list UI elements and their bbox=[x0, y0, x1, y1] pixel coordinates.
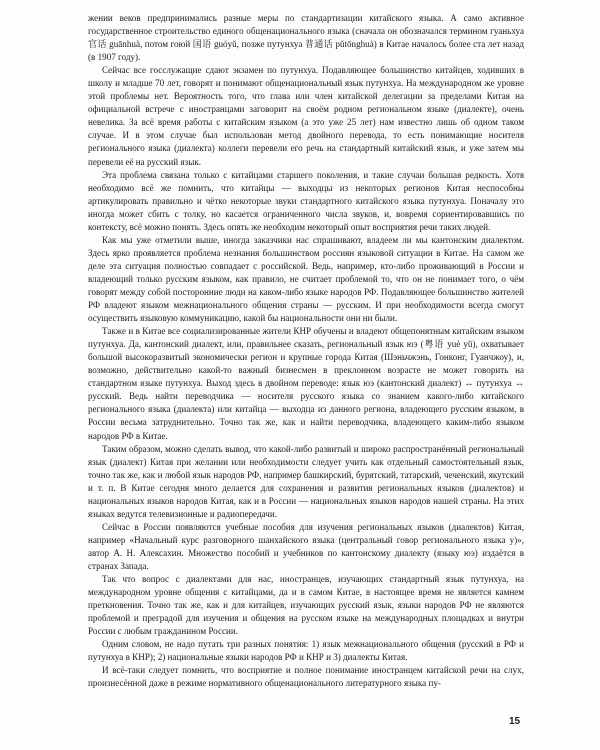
paragraph-7: Сейчас в России появляются учебные пособия для изучения региональных языков (диалектов) Китая, например «Начальный курс разговорного шанхайского языка (центральный говор регионального языка у)», автор А. Н. Алексахин. Множество пособий и учебников по кантонскому диалекту (языку юэ) издаётся в странах Запада. bbox=[88, 521, 524, 571]
paragraph-3: Эта проблема связана только с китайцами старшего поколения, и такие случаи большая редкость. Хотя необходимо всё же помнить, что китайцы — выходцы из некоторых регионов Китая неспособны артикулировать правильно и чётко некоторые звуки стандартного китайского языка путунхуа. Поначалу это иногда может сбить с толку, но касается ограниченного числа звуков, и, вовремя сориентировавшись по контексту, всё можно понять. Здесь опять же необходим некоторый опыт восприятия речи таких людей. bbox=[88, 169, 524, 232]
paragraph-6: Таким образом, можно сделать вывод, что какой-либо развитый и широко распространённый региональный язык (диалект) Китая при желании или необходимости следует учить как отдельный самостоятельный язык, точно так же, как и любой язык народов РФ, например башкирский, бурятский, татарский, чеченский, якутский и т. п. В Китае сегодня много делается для сохранения и развития региональных языков (диалектов) и национальных языков народов Китая, как и в России — национальных языков народов нашей страны. На этих языках ведутся телевизионные и радиопередачи. bbox=[88, 443, 524, 519]
paragraph-8: Так что вопрос с диалектами для нас, иностранцев, изучающих стандартный язык путунхуа, на международном уровне общения с китайцами, да и в самом Китае, в настоящее время не является камнем преткновения. Точно так же, как и для китайцев, изучающих русский язык, языки народов РФ не являются проблемой и преградой для изучения и общения на русском языке на международных площадках и внутри России с любым гражданином России. bbox=[88, 574, 524, 637]
page-number: 15 bbox=[509, 716, 521, 727]
paragraph-1: жении веков предпринимались разные меры по стандартизации китайского языка. А само активное государственное строительство единого общенационального языка (сначала он обозначался термином гуаньхуа 官话 guānhuà, потом гоюй 国语 guóyǔ, позже путунхуа 普通话 pǔtōnghuà) в Китае началось более ста лет назад (в 1907 году). bbox=[88, 13, 524, 63]
paragraph-10: И всё-таки следует помнить, что восприятие и полное понимание иностранцем китайской речи на слух, произнесённой даже в режиме нормативного общенационального литературного языка пу- bbox=[88, 665, 524, 689]
body-text bbox=[88, 12, 524, 690]
paragraph-2: Сейчас все госслужащие сдают экзамен по путунхуа. Подавляющее большинство китайцев, ходивших в школу и младше 70 лет, говорят и понимают общенациональный язык путунхуа. На международном же уровне этой проблемы нет. Вероятность того, что глава или член китайской делегации за пределами Китая на официальной встрече с иностранцами заговорит на своём родном региональном языке (диалекте), очень невелика. За всё время работы с китайским языком (а это уже 25 лет) нам известно лишь об одном таком случае. И в этом случае был использован метод двойного перевода, то есть понимающие носителя регионального языка (диалекта) коллеги перевели его речь на стандартный китайский язык, и уже затем мы перевели её на русский язык. bbox=[88, 65, 524, 167]
paragraph-4: Как мы уже отметили выше, иногда заказчики нас спрашивают, владеем ли мы кантонским диалектом. Здесь ярко проявляется проблема незнания большинством россиян языковой ситуации в Китае. На самом же деле эта ситуация полностью совпадает с российской. Ведь, например, кто-либо проживающий в России и владеющий только русским языком, как правило, не считает проблемой то, что он не понимает того, о чём говорят между собой посторонние люди на каком-либо языке народов РФ. Подавляющее большинство жителей РФ владеют языком межнационального общения страны — русским. И при необходимости всегда смогут осуществить языковую коммуникацию, какой бы национальности они ни были. bbox=[88, 234, 524, 324]
paragraph-5: Также и в Китае все социализированные жители КНР обучены и владеют общепонятным китайским языком путунхуа. Да, кантонский диалект, или, правильнее сказать, региональный язык юэ (粤语 yuè yǔ), охватывает большой высокоразвитый экономически регион и крупные города Китая (Шэньчжэнь, Гонконг, Гуанчжоу), и, возможно, действительно какой-то важный бизнесмен в преклонном возрасте не может говорить на стандартном языке путунхуа. Выход здесь в двойном переводе: язык юэ (кантонский диалект) ↔ путунхуа ↔ русский. Ведь найти переводчика — носителя русского языка со знанием какого-либо китайского регионального языка (диалекта) или китайца — выходца из данного региона, владеющего русским языком, в России весьма затруднительно. Точно так же, как и найти переводчика, владеющего каким-либо языком народов РФ в Китае. bbox=[88, 326, 524, 441]
paragraph-9: Одним словом, не надо путать три разных понятия: 1) язык межнационального общения (русский в РФ и путунхуа в КНР); 2) национальные языки народов РФ и КНР и 3) диалекты Китая. bbox=[88, 639, 524, 663]
